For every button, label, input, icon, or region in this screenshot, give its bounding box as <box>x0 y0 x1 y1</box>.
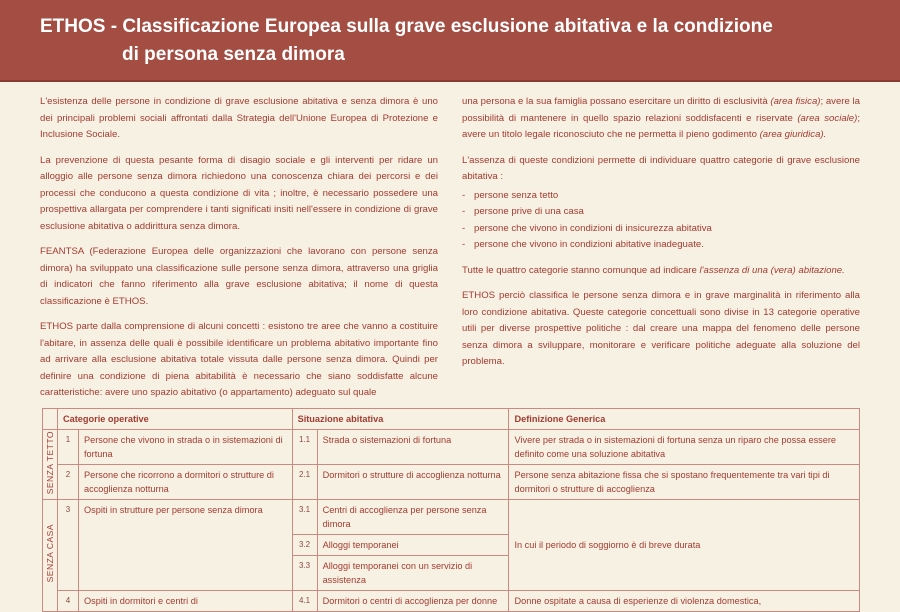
paragraph: L'assenza di queste condizioni permette di individuare quattro categorie di grave esclusione abitativa : <box>462 154 860 182</box>
situation-cell: Strada o sistemazioni di fortuna <box>317 430 509 465</box>
paragraph: La prevenzione di questa pesante forma di disagio sociale e gli interventi per ridare un alloggio alle persone senza dimora richiedono una conoscenza chiara dei percorsi e dei processi che conducono a questa condizione di vita ; inoltre, è necessario possedere una prospettiva allargata per comprendere i tanti significati insiti nell'essere in condizione di grave esclusione abitativa o addirittura senza dimora. <box>40 154 438 232</box>
list-item: - persone senza tetto <box>462 188 860 205</box>
text: ; avere la possibilità di mantenere in quello spazio relazioni soddisfacenti e riservate <box>462 96 860 124</box>
code-cell: 2.1 <box>292 465 317 500</box>
emphasis: l'assenza di una (vera) abitazione. <box>699 264 845 276</box>
text: Tutte le quattro categorie stanno comunque ad indicare <box>462 264 697 276</box>
emphasis: (area fisica) <box>770 96 821 107</box>
paragraph: L'esistenza delle persone in condizione di grave esclusione abitativa e senza dimora è uno dei principali problemi sociali affrontati dalla Strategia dell'Unione Europea di Protezione e Inclusione Sociale. <box>40 96 438 140</box>
code-cell: 1.1 <box>292 430 317 465</box>
table-row <box>43 430 860 465</box>
row-number: 1 <box>58 430 79 465</box>
page-title-line1: ETHOS - Classificazione Europea sulla grave esclusione abitativa e la condizione <box>40 16 773 37</box>
paragraph <box>462 263 860 280</box>
definition-cell: In cui il periodo di soggiorno è di breve durata <box>509 500 860 591</box>
paragraph: FEANTSA (Federazione Europea delle organizzazioni che lavorano con persone senza dimora) ha sviluppato una classificazione sulle persone senza dimora, attraverso una griglia di indicatori che fanno riferimento alla grave esclusione abitativa; il nome di questa classificazione è ETHOS. <box>40 246 438 307</box>
code-cell: 3.2 <box>292 535 317 556</box>
category-cell: Persone che vivono in strada o in sistemazioni di fortuna <box>79 430 293 465</box>
paragraph <box>462 94 860 144</box>
header-categorie: Categorie operative <box>58 409 293 430</box>
paragraph: ETHOS perciò classifica le persone senza dimora e in grave marginalità in riferimento alla loro condizione abitativa. Queste categorie concettuali sono divise in 13 categorie operative utili per diverse prospettive politiche : dal creare una mappa del fenomeno delle persone senza dimora a sviluppare, monitorare e verificare politiche adeguate alla soluzione del problema. <box>462 290 860 367</box>
table-row <box>43 465 860 500</box>
ethos-table <box>42 408 860 612</box>
emphasis: (area sociale) <box>797 112 858 124</box>
code-cell: 3.1 <box>292 500 317 535</box>
header-definizione: Definizione Generica <box>509 409 860 430</box>
definition-cell: Persone senza abitazione fissa che si spostano frequentemente tra vari tipi di dormitori o strutture di accoglienza <box>509 465 860 500</box>
list-item: - persone che vivono in condizioni abitative inadeguate. <box>462 237 860 254</box>
table-header-row <box>43 409 860 430</box>
group-label-text: SENZA CASA <box>45 524 55 583</box>
left-column <box>40 94 438 411</box>
list-item: - persone prive di una casa <box>462 204 860 221</box>
category-cell: Ospiti in dormitori e centri di <box>79 591 293 612</box>
emphasis: (area giuridica). <box>759 129 827 140</box>
text: ; avere un titolo legale riconosciuto che ne permetta il pieno godimento <box>462 112 860 140</box>
code-cell: 4.1 <box>292 591 317 612</box>
group-label <box>43 500 58 612</box>
category-cell: Ospiti in strutture per persone senza dimora <box>79 500 293 591</box>
list-item: - persone che vivono in condizioni di insicurezza abitativa <box>462 221 860 238</box>
code-cell: 3.3 <box>292 556 317 591</box>
group-label <box>43 430 58 500</box>
group-label-text: SENZA TETTO <box>45 430 55 495</box>
page-title-line2: di persona senza dimora <box>122 44 345 65</box>
situation-cell: Alloggi temporanei <box>317 535 509 556</box>
right-column <box>462 94 860 380</box>
page-header <box>0 0 900 82</box>
situation-cell: Alloggi temporanei con un servizio di assistenza <box>317 556 509 591</box>
situation-cell: Dormitori o centri di accoglienza per donne <box>317 591 509 612</box>
definition-cell: Vivere per strada o in sistemazioni di fortuna senza un riparo che possa essere definito come una soluzione abitativa <box>509 430 860 465</box>
category-list <box>462 188 860 254</box>
paragraph: ETHOS parte dalla comprensione di alcuni concetti : esistono tre aree che vanno a costituire l'abitare, in assenza delle quali è possibile identificare un problema abitativo importante fino ad arrivare alla esclusione abitativa totale vissuta dalle persone senza dimora. Quindi per definire una condizione di piena abitabilità è necessario che siano soddisfatte alcune caratteristiche: avere uno spazio abitativo (o appartamento) adeguato sul quale <box>40 321 438 398</box>
situation-cell: Dormitori o strutture di accoglienza notturna <box>317 465 509 500</box>
header-empty <box>43 409 58 430</box>
category-cell: Persone che ricorrono a dormitori o strutture di accoglienza notturna <box>79 465 293 500</box>
row-number: 4 <box>58 591 79 612</box>
situation-cell: Centri di accoglienza per persone senza dimora <box>317 500 509 535</box>
definition-cell: Donne ospitate a causa di esperienze di violenza domestica, <box>509 591 860 612</box>
row-number: 2 <box>58 465 79 500</box>
table-row <box>43 591 860 612</box>
header-situazione: Situazione abitativa <box>292 409 509 430</box>
table-row <box>43 500 860 535</box>
row-number: 3 <box>58 500 79 591</box>
text: una persona e la sua famiglia possano esercitare un diritto di esclusività <box>462 96 768 107</box>
